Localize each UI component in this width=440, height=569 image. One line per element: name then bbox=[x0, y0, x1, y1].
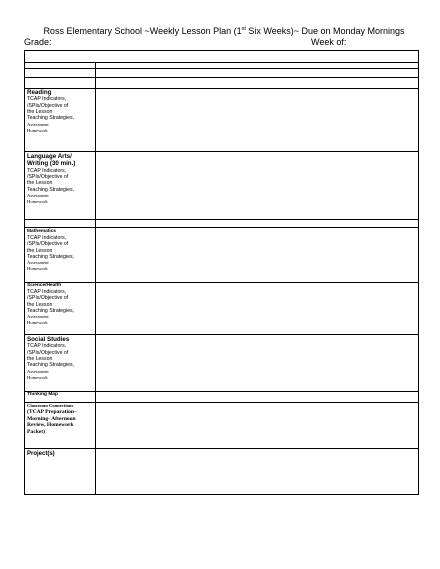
thinking-map-label-cell bbox=[27, 392, 95, 398]
science-line: Assessment bbox=[27, 314, 49, 320]
reading-line: TCAP Indicators, bbox=[27, 96, 67, 103]
lesson-plan-table bbox=[24, 50, 419, 495]
math-line: the Lesson bbox=[27, 247, 53, 254]
social-line: /SPIs/Objective of bbox=[27, 349, 69, 356]
row-line bbox=[25, 77, 418, 78]
row-line bbox=[25, 334, 418, 335]
reading-line: Teaching Strategies, bbox=[27, 115, 75, 122]
language-line: the Lesson bbox=[27, 180, 53, 187]
reading-line: Assessment bbox=[27, 121, 49, 127]
mathematics-title: Mathematics bbox=[27, 229, 57, 234]
science-line: /SPIs/Objective of bbox=[27, 295, 69, 302]
math-line: Teaching Strategies, bbox=[27, 253, 75, 260]
science-line: the Lesson bbox=[27, 301, 53, 308]
classroom-line: (TCAP Preparation– bbox=[27, 409, 77, 415]
mathematics-label-cell bbox=[27, 229, 95, 273]
grade-week-row bbox=[24, 37, 424, 48]
language-line: Assessment bbox=[27, 193, 49, 198]
column-divider bbox=[95, 62, 96, 494]
classroom-connections-label-cell bbox=[27, 403, 95, 435]
row-line bbox=[25, 227, 418, 228]
grade-label: Grade: bbox=[24, 37, 52, 47]
science-line: Homework bbox=[27, 320, 48, 326]
math-line: Assessment bbox=[27, 260, 49, 266]
classroom-connections-title: Classroom Connections bbox=[27, 403, 74, 408]
math-line: TCAP Indicators, bbox=[27, 235, 67, 241]
reading-line: the Lesson bbox=[27, 109, 53, 115]
language-arts-title: Language Arts/ bbox=[27, 153, 72, 160]
math-line: /SPIs/Objective of bbox=[27, 241, 69, 248]
projects-title: Project(s) bbox=[27, 451, 55, 457]
row-line bbox=[25, 68, 418, 69]
classroom-line: Morning- Afternoon bbox=[27, 415, 76, 422]
social-studies-label-cell bbox=[27, 336, 95, 381]
science-health-label-cell bbox=[27, 283, 95, 327]
classroom-line: Packet) bbox=[27, 428, 46, 435]
row-line bbox=[25, 219, 418, 220]
social-line: Homework bbox=[27, 374, 48, 380]
classroom-line: Review, Homework bbox=[27, 422, 74, 429]
language-arts-title: Writing (30 min.) bbox=[27, 160, 76, 168]
reading-line: Homework bbox=[27, 127, 48, 133]
reading-label-cell bbox=[27, 89, 95, 134]
social-line: Teaching Strategies, bbox=[27, 362, 75, 369]
row-line bbox=[25, 151, 418, 152]
science-line: Teaching Strategies, bbox=[27, 307, 75, 314]
language-line: TCAP Indicators, bbox=[27, 167, 67, 174]
page-header bbox=[24, 26, 424, 48]
language-line: /SPIs/Objective of bbox=[27, 174, 69, 181]
social-line: the Lesson bbox=[27, 356, 53, 362]
language-line: Teaching Strategies, bbox=[27, 186, 75, 193]
projects-label-cell bbox=[27, 451, 95, 457]
science-health-title: Science/Health bbox=[27, 283, 62, 288]
social-studies-title: Social Studies bbox=[27, 336, 70, 343]
math-line: Homework bbox=[27, 266, 48, 272]
thinking-map-title: Thinking Map bbox=[27, 392, 58, 397]
science-line: TCAP Indicators, bbox=[27, 289, 67, 295]
reading-title: Reading bbox=[27, 89, 52, 96]
week-of-label: Week of: bbox=[311, 37, 347, 47]
language-arts-label-cell bbox=[27, 153, 95, 206]
row-line bbox=[25, 448, 418, 449]
social-line: Assessment bbox=[27, 368, 49, 374]
language-line: Homework bbox=[27, 199, 48, 205]
social-line: TCAP Indicators, bbox=[27, 343, 67, 350]
page-title: Ross Elementary School ~Weekly Lesson Plan (1st Six Weeks)~ Due on Monday Mornings bbox=[43, 26, 405, 36]
row-line bbox=[25, 62, 418, 63]
reading-line: /SPIs/Objective of bbox=[27, 102, 69, 109]
